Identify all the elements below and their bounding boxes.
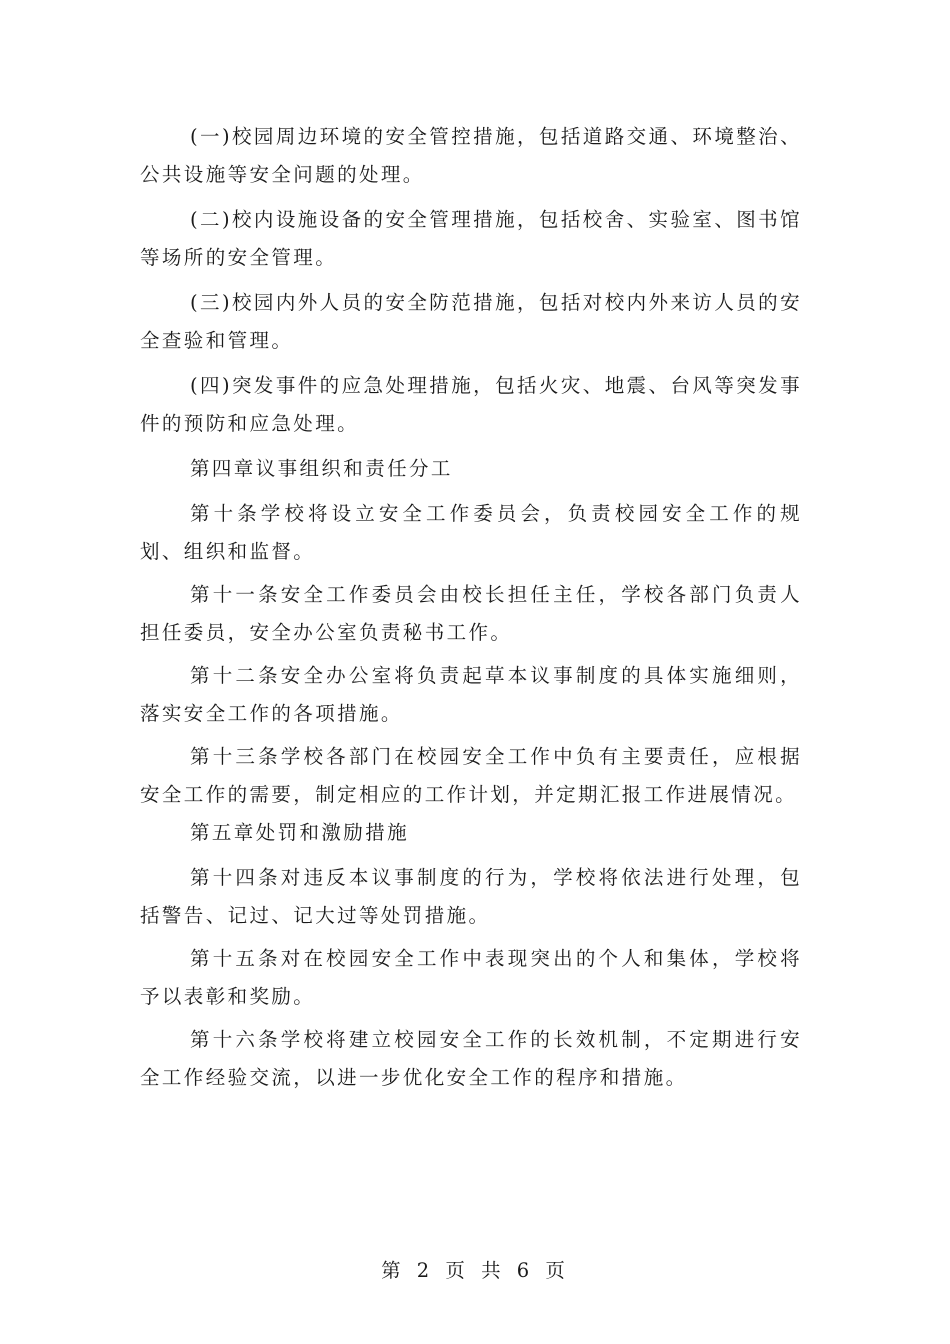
paragraph-item-4: (四)突发事件的应急处理措施，包括火灾、地震、台风等突发事件的预防和应急处理。 bbox=[140, 374, 802, 435]
article-14: 第十四条对违反本议事制度的行为，学校将依法进行处理，包括警告、记过、记大过等处罚措施。 bbox=[140, 866, 802, 927]
article-12: 第十二条安全办公室将负责起草本议事制度的具体实施细则，落实安全工作的各项措施。 bbox=[140, 664, 802, 725]
paragraph-item-1: (一)校园周边环境的安全管控措施，包括道路交通、环境整治、公共设施等安全问题的处理。 bbox=[140, 125, 802, 186]
chapter-heading-4: 第四章议事组织和责任分工 bbox=[190, 457, 453, 480]
article-16: 第十六条学校将建立校园安全工作的长效机制，不定期进行安全工作经验交流，以进一步优化安全工作的程序和措施。 bbox=[140, 1028, 802, 1089]
article-13: 第十三条学校各部门在校园安全工作中负有主要责任，应根据安全工作的需要，制定相应的工作计划，并定期汇报工作进展情况。 bbox=[140, 745, 802, 806]
document-body bbox=[140, 118, 802, 1097]
article-15: 第十五条对在校园安全工作中表现突出的个人和集体，学校将予以表彰和奖励。 bbox=[140, 947, 802, 1008]
page-number-footer: 第 2 页 共 6 页 bbox=[381, 1259, 569, 1282]
paragraph-item-2: (二)校内设施设备的安全管理措施，包括校舍、实验室、图书馆等场所的安全管理。 bbox=[140, 208, 802, 269]
paragraph-item-3: (三)校园内外人员的安全防范措施，包括对校内外来访人员的安全查验和管理。 bbox=[140, 291, 802, 352]
chapter-heading-5: 第五章处罚和激励措施 bbox=[190, 821, 410, 844]
article-11: 第十一条安全工作委员会由校长担任主任，学校各部门负责人担任委员，安全办公室负责秘书工作。 bbox=[140, 583, 802, 644]
article-10: 第十条学校将设立安全工作委员会，负责校园安全工作的规划、组织和监督。 bbox=[140, 502, 802, 563]
